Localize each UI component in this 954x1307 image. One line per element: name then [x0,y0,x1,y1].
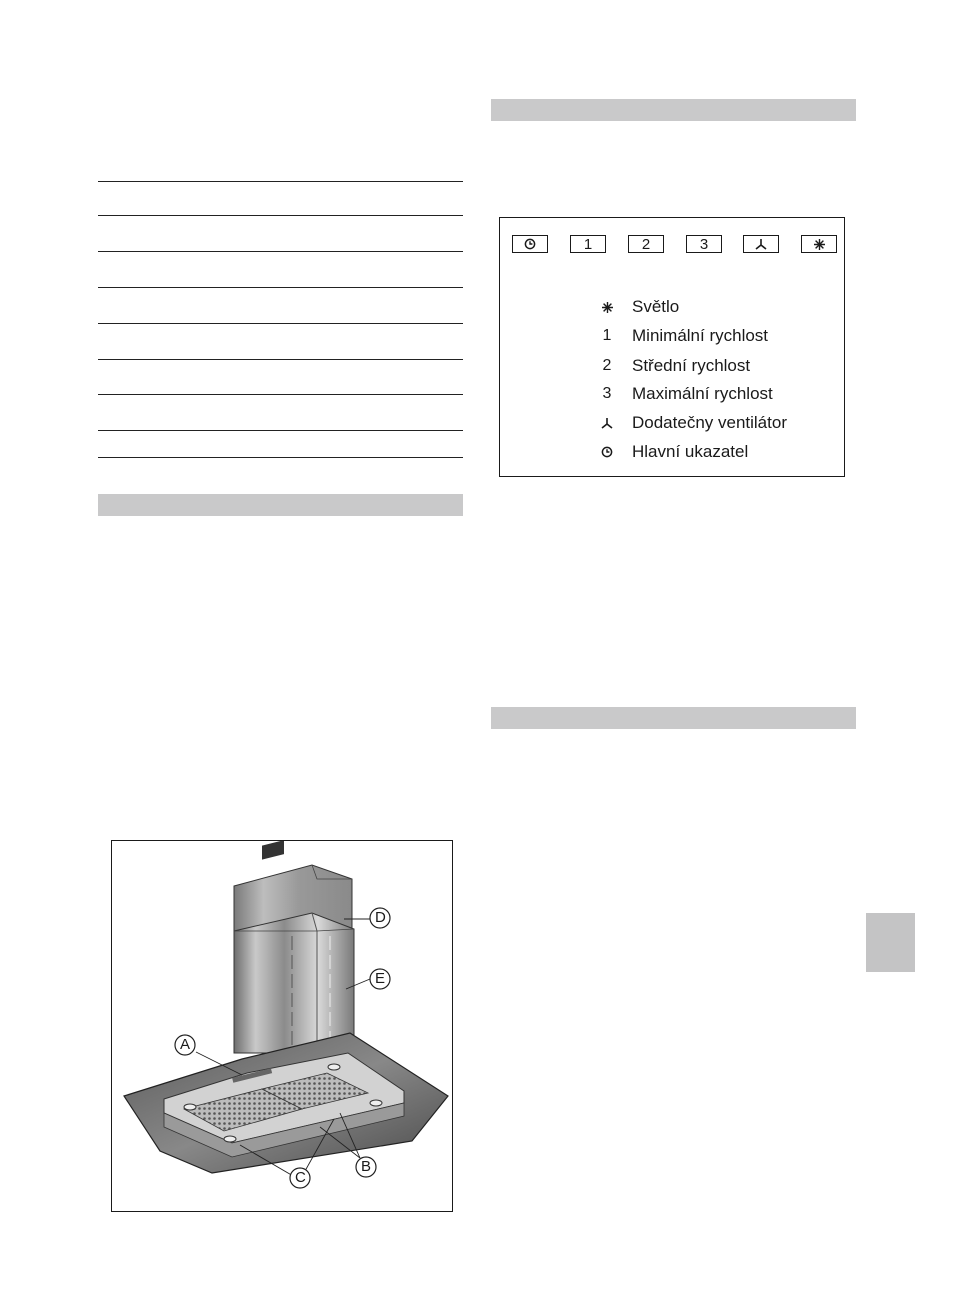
legend-label: Světlo [632,297,680,316]
light-icon [813,238,826,251]
speed-3-label: 3 [699,235,709,253]
control-panel-diagram [499,217,845,477]
clock-icon [524,238,536,250]
legend-fan-symbol [596,417,618,429]
fan-icon [600,417,614,429]
table-rule [98,430,463,431]
light-button [801,235,837,253]
callout-e-label: E [375,970,386,987]
legend-item-speed-3 [596,382,773,406]
callout-b-label: B [361,1158,372,1175]
speed-2-label: 2 [641,235,651,253]
callout-c-label: C [295,1169,306,1186]
legend-light-symbol [596,301,618,314]
section-bar-left [98,494,463,516]
cooker-hood-drawing [112,841,452,1211]
section-bar-top-right [491,99,856,121]
page-side-tab [866,913,915,972]
legend-label: Minimální rychlost [632,326,769,345]
table-rule [98,457,463,458]
speed-2-button [628,235,664,253]
legend-label: Střední rychlost [632,356,751,375]
legend-label: Dodatečny ventilátor [632,413,787,432]
legend-symbol: 2 [602,357,612,374]
legend-item-light [596,295,679,319]
speed-1-button [570,235,606,253]
table-rule [98,251,463,252]
table-rule [98,215,463,216]
legend-item-fan [596,411,787,435]
table-rule [98,181,463,182]
speed-1-label: 1 [583,235,593,253]
callout-a-label: A [180,1036,191,1053]
table-rule [98,323,463,324]
section-bar-bottom-right [491,707,856,729]
table-rule [98,287,463,288]
legend-item-speed-1 [596,324,768,348]
speed-3-button [686,235,722,253]
legend-clock-symbol [596,446,618,458]
legend-symbol: 3 [602,385,612,402]
light-icon [601,301,614,314]
legend-item-clock [596,440,748,464]
extra-fan-button [743,235,779,253]
legend-label: Hlavní ukazatel [632,442,749,461]
timer-button [512,235,548,253]
table-rule [98,359,463,360]
hood-illustration [111,840,453,1212]
clock-icon [601,446,613,458]
table-rule [98,394,463,395]
legend-symbol: 1 [602,327,612,344]
legend-item-speed-2 [596,354,750,378]
legend-label: Maximální rychlost [632,384,773,403]
fan-icon [754,238,768,250]
callout-d-label: D [375,909,386,926]
